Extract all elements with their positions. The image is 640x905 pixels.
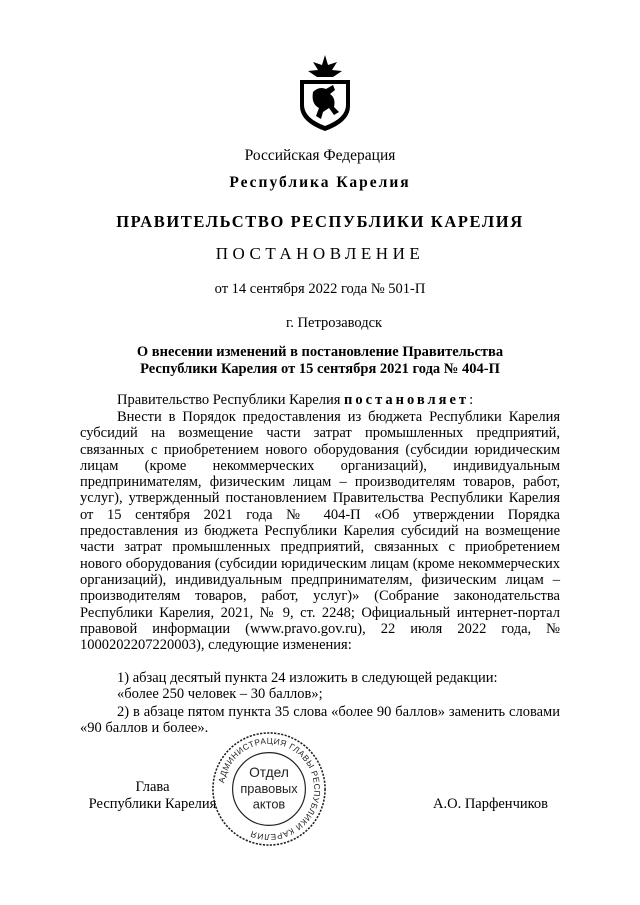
document-date-number: от 14 сентября 2022 года № 501-П bbox=[214, 281, 426, 297]
official-stamp bbox=[210, 730, 328, 848]
signatory-name: А.О. Парфенчиков bbox=[433, 796, 549, 812]
signatory-title-line-1: Глава bbox=[135, 779, 170, 795]
amendment-item-1: 1) абзац десятый пункта 24 изложить в следующей редакции: bbox=[117, 670, 498, 686]
government-name: ПРАВИТЕЛЬСТВО РЕСПУБЛИКИ КАРЕЛИЯ bbox=[116, 212, 524, 231]
country-name: Российская Федерация bbox=[244, 147, 396, 164]
amendment-item-1-quote: «более 250 человек – 30 баллов»; bbox=[117, 686, 323, 702]
karelia-coat-of-arms-icon bbox=[295, 52, 355, 132]
document-city: г. Петрозаводск bbox=[286, 315, 383, 331]
document-heading bbox=[0, 344, 640, 378]
stamp-line-3: актов bbox=[252, 796, 286, 812]
preamble-text: Правительство Республики Карелия bbox=[117, 392, 341, 408]
signatory-title bbox=[80, 779, 225, 813]
preamble-verb: постановляет bbox=[344, 392, 470, 408]
amendment-item-2: 2) в абзаце пятом пункта 35 слова «более 90 баллов» заменить словами «90 баллов и более». bbox=[80, 704, 560, 737]
stamp-ring-text: АДМИНИСТРАЦИЯ ГЛАВЫ РЕСПУБЛИКИ КАРЕЛИЯ bbox=[216, 735, 323, 843]
main-paragraph: Внести в Порядок предоставления из бюджета Республики Карелия субсидий на возмещение части затрат промышленных предприятий, связанных с приобретением нового оборудования (субсидии юридическим лицам (кроме некоммерческих организаций), индивидуальным предпринимателям, физическим лицам – производителям товаров, работ, услуг), утвержденный постановлением Правительства Республики Карелия от 15 сентября 2021 года № 404-П «Об утверждении Порядка предоставления из бюджета Республики Карелия субсидий на возмещение части затрат промышленных предприятий, связанных с приобретением нового оборудования (субсидии юридическим лицам (кроме некоммерческих организаций), индивидуальным предпринимателям, физическим лицам – производителям товаров, работ, услуг)» (Собрание законодательства Республики Карелия, 2021, № 9, ст. 2248; Официальный интернет-портал правовой информации (www.pravo.gov.ru), 22 июля 2022 года, № 1000202207220003), следующие изменения: bbox=[80, 409, 560, 654]
stamp-line-1: Отдел bbox=[249, 765, 289, 781]
heading-line-2: Республики Карелия от 15 сентября 2021 года № 404-П bbox=[140, 361, 500, 377]
heading-line-1: О внесении изменений в постановление Правительства bbox=[136, 344, 504, 360]
preamble-colon: : bbox=[469, 392, 474, 408]
document-type: ПОСТАНОВЛЕНИЕ bbox=[215, 244, 425, 263]
republic-name: Республика Карелия bbox=[229, 174, 411, 191]
signatory-title-line-2: Республики Карелия bbox=[88, 796, 217, 812]
preamble bbox=[80, 392, 560, 408]
stamp-line-2: правовых bbox=[240, 780, 298, 796]
